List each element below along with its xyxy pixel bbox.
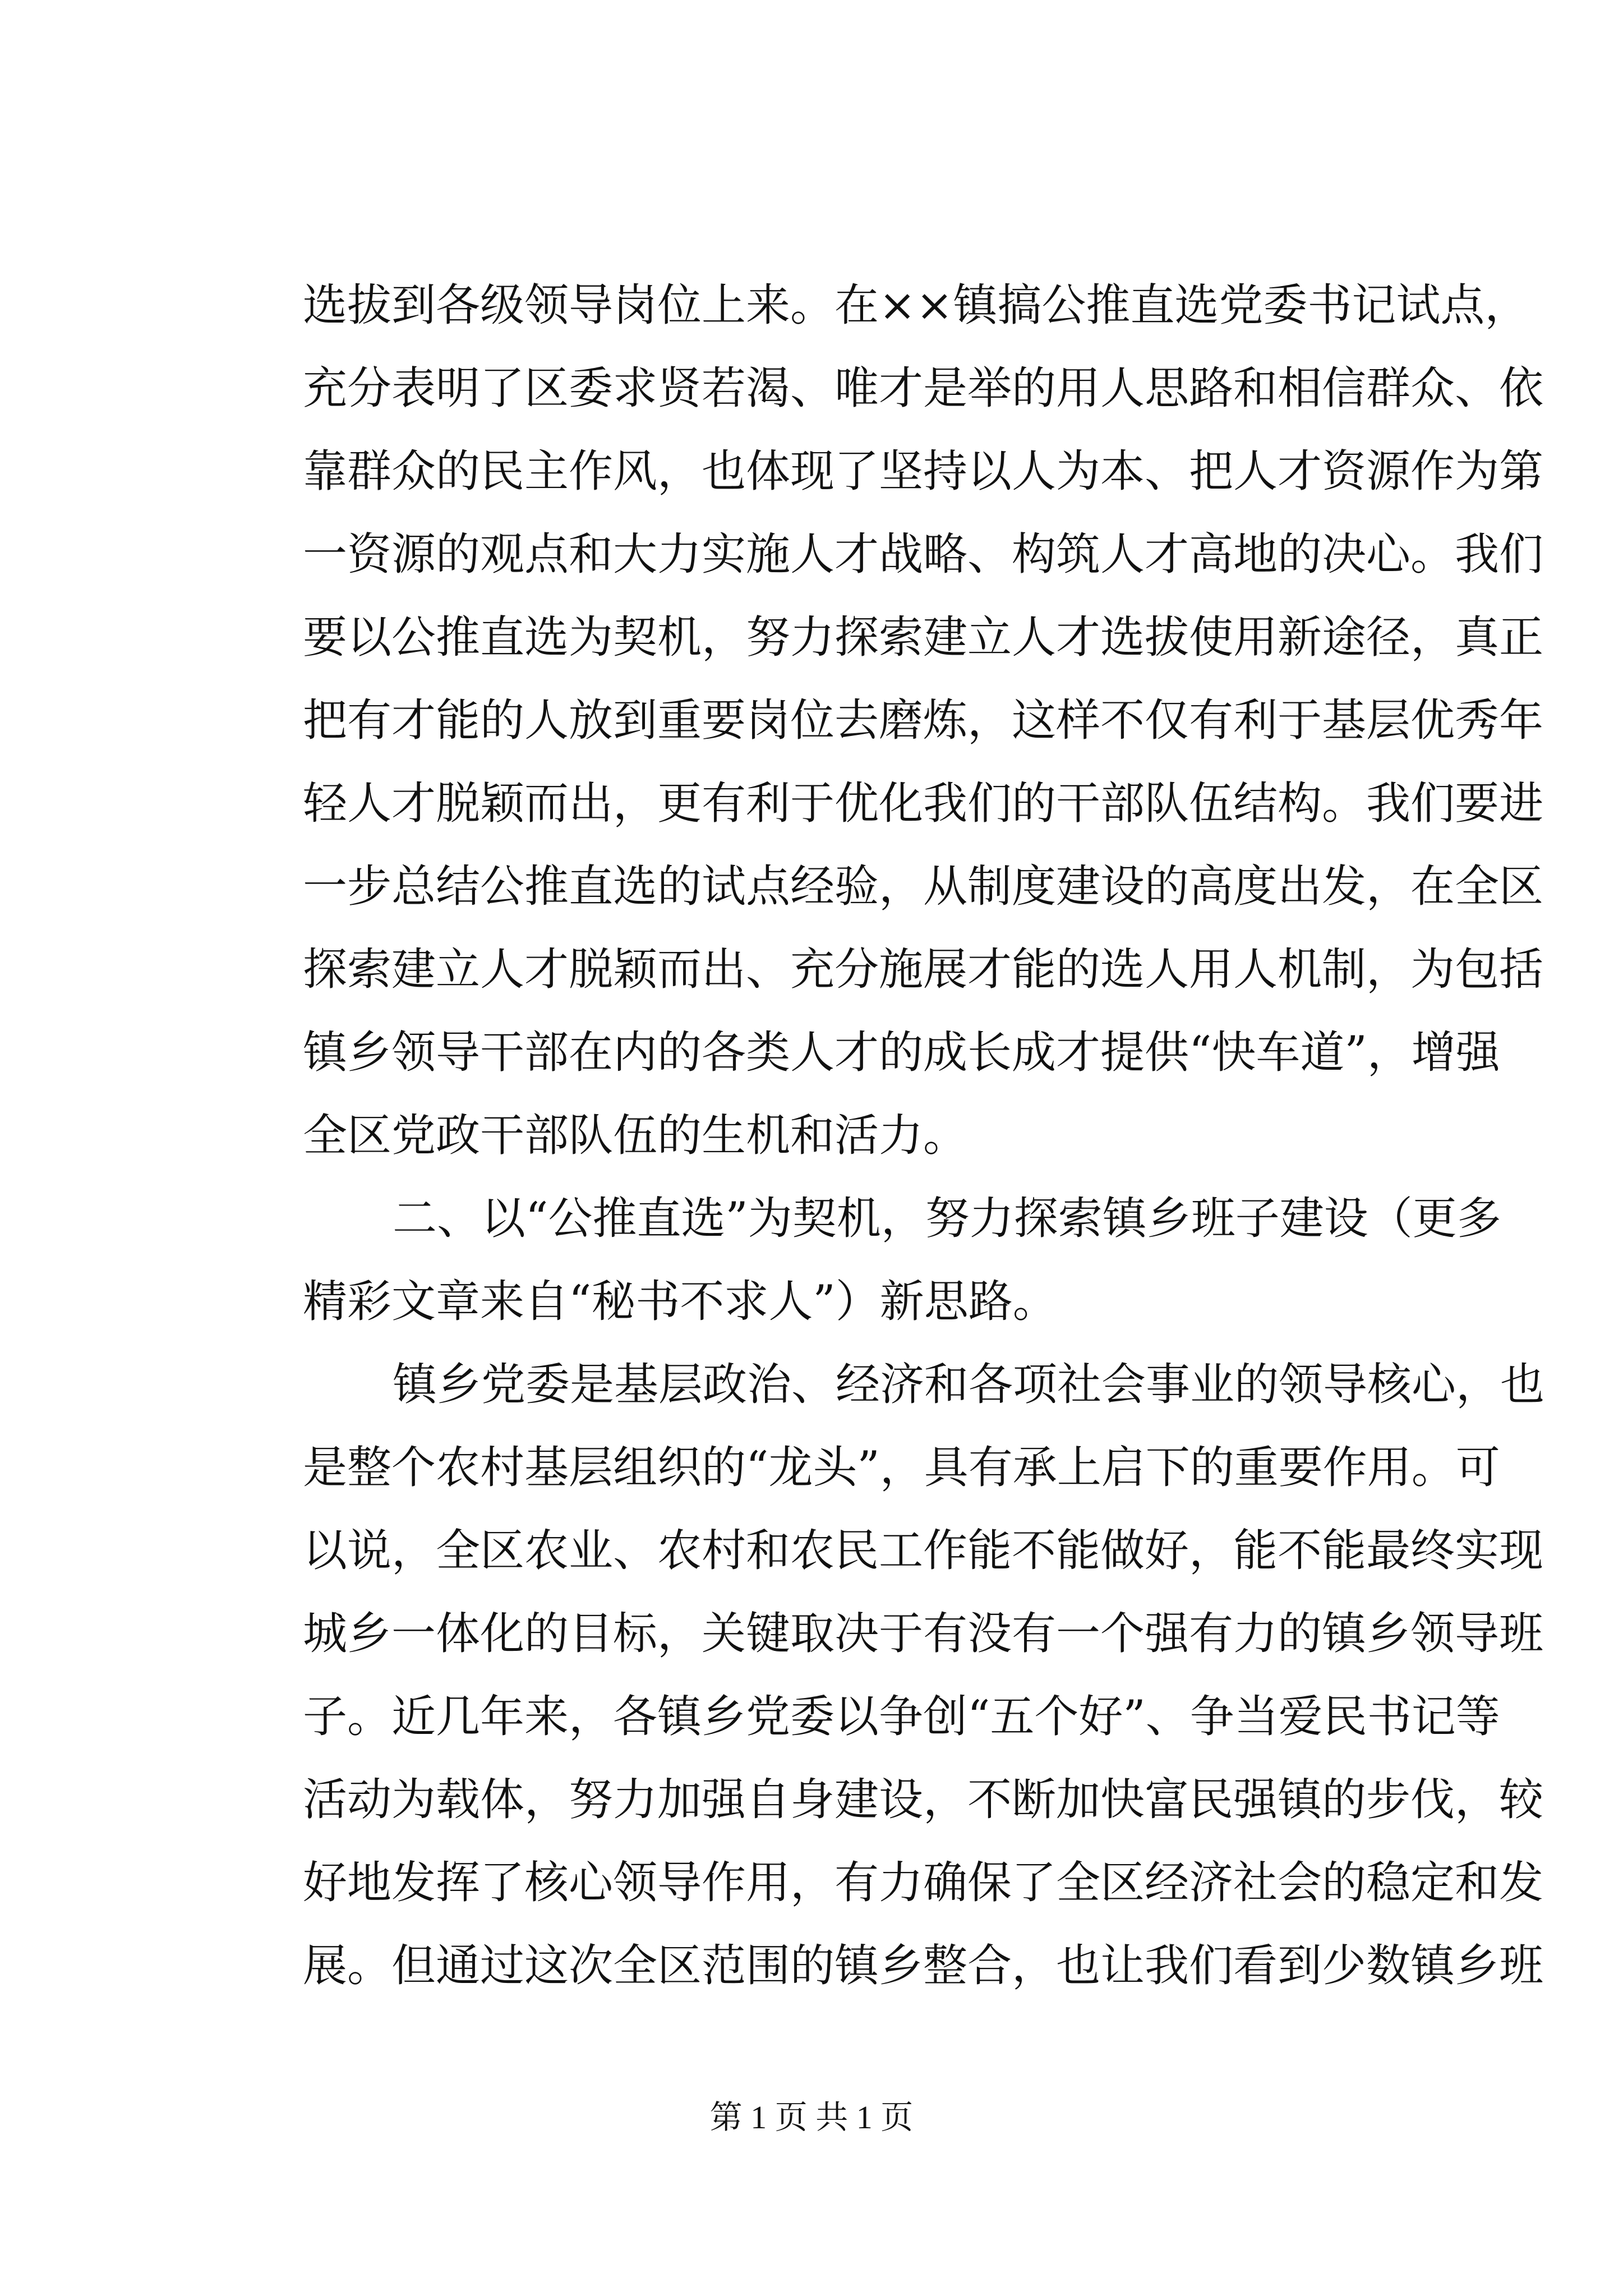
- text-line: 以说，全区农业、农村和农民工作能不能做好，能不能最终实现: [303, 1525, 1543, 1576]
- text-line: 镇乡领导干部在内的各类人才的成长成才提供“快车道”，增强: [303, 1027, 1500, 1078]
- text-line: 好地发挥了核心领导作用，有力确保了全区经济社会的稳定和发: [303, 1857, 1543, 1908]
- text-line: 靠群众的民主作风，也体现了坚持以人为本、把人才资源作为第: [303, 445, 1543, 497]
- text-line: 子。近几年来，各镇乡党委以争创“五个好”、争当爱民书记等: [303, 1691, 1500, 1742]
- text-line: 一步总结公推直选的试点经验，从制度建设的高度出发，在全区: [303, 861, 1543, 912]
- text-line: 选拔到各级领导岗位上来。在××镇搞公推直选党委书记试点，: [303, 279, 1529, 331]
- text-line: 是整个农村基层组织的“龙头”，具有承上启下的重要作用。可: [303, 1442, 1500, 1493]
- section-heading-line: 二、以“公推直选”为契机，努力探索镇乡班子建设（更多: [393, 1193, 1501, 1244]
- text-line: 一资源的观点和大力实施人才战略、构筑人才高地的决心。我们: [303, 528, 1543, 580]
- text-line: 活动为载体，努力加强自身建设，不断加快富民强镇的步伐，较: [303, 1774, 1543, 1825]
- text-line: 把有才能的人放到重要岗位去磨炼，这样不仅有利于基层优秀年: [303, 694, 1543, 746]
- text-line: 镇乡党委是基层政治、经济和各项社会事业的领导核心，也: [393, 1359, 1544, 1410]
- text-line: 探索建立人才脱颖而出、充分施展才能的选人用人机制，为包括: [303, 944, 1543, 995]
- text-line: 城乡一体化的目标，关键取决于有没有一个强有力的镇乡领导班: [303, 1608, 1543, 1659]
- text-line: 展。但通过这次全区范围的镇乡整合，也让我们看到少数镇乡班: [303, 1940, 1543, 1991]
- text-line: 充分表明了区委求贤若渴、唯才是举的用人思路和相信群众、依: [303, 362, 1543, 414]
- text-line: 轻人才脱颖而出，更有利于优化我们的干部队伍结构。我们要进: [303, 777, 1543, 829]
- page-number: 第 1 页 共 1 页: [709, 2099, 914, 2136]
- section-heading-line: 精彩文章来自“秘书不求人”）新思路。: [303, 1276, 1057, 1327]
- text-line: 要以公推直选为契机，努力探索建立人才选拔使用新途径，真正: [303, 611, 1543, 663]
- text-line: 全区党政干部队伍的生机和活力。: [303, 1110, 967, 1161]
- document-body: [303, 264, 1544, 2007]
- page-footer: [0, 2095, 1623, 2140]
